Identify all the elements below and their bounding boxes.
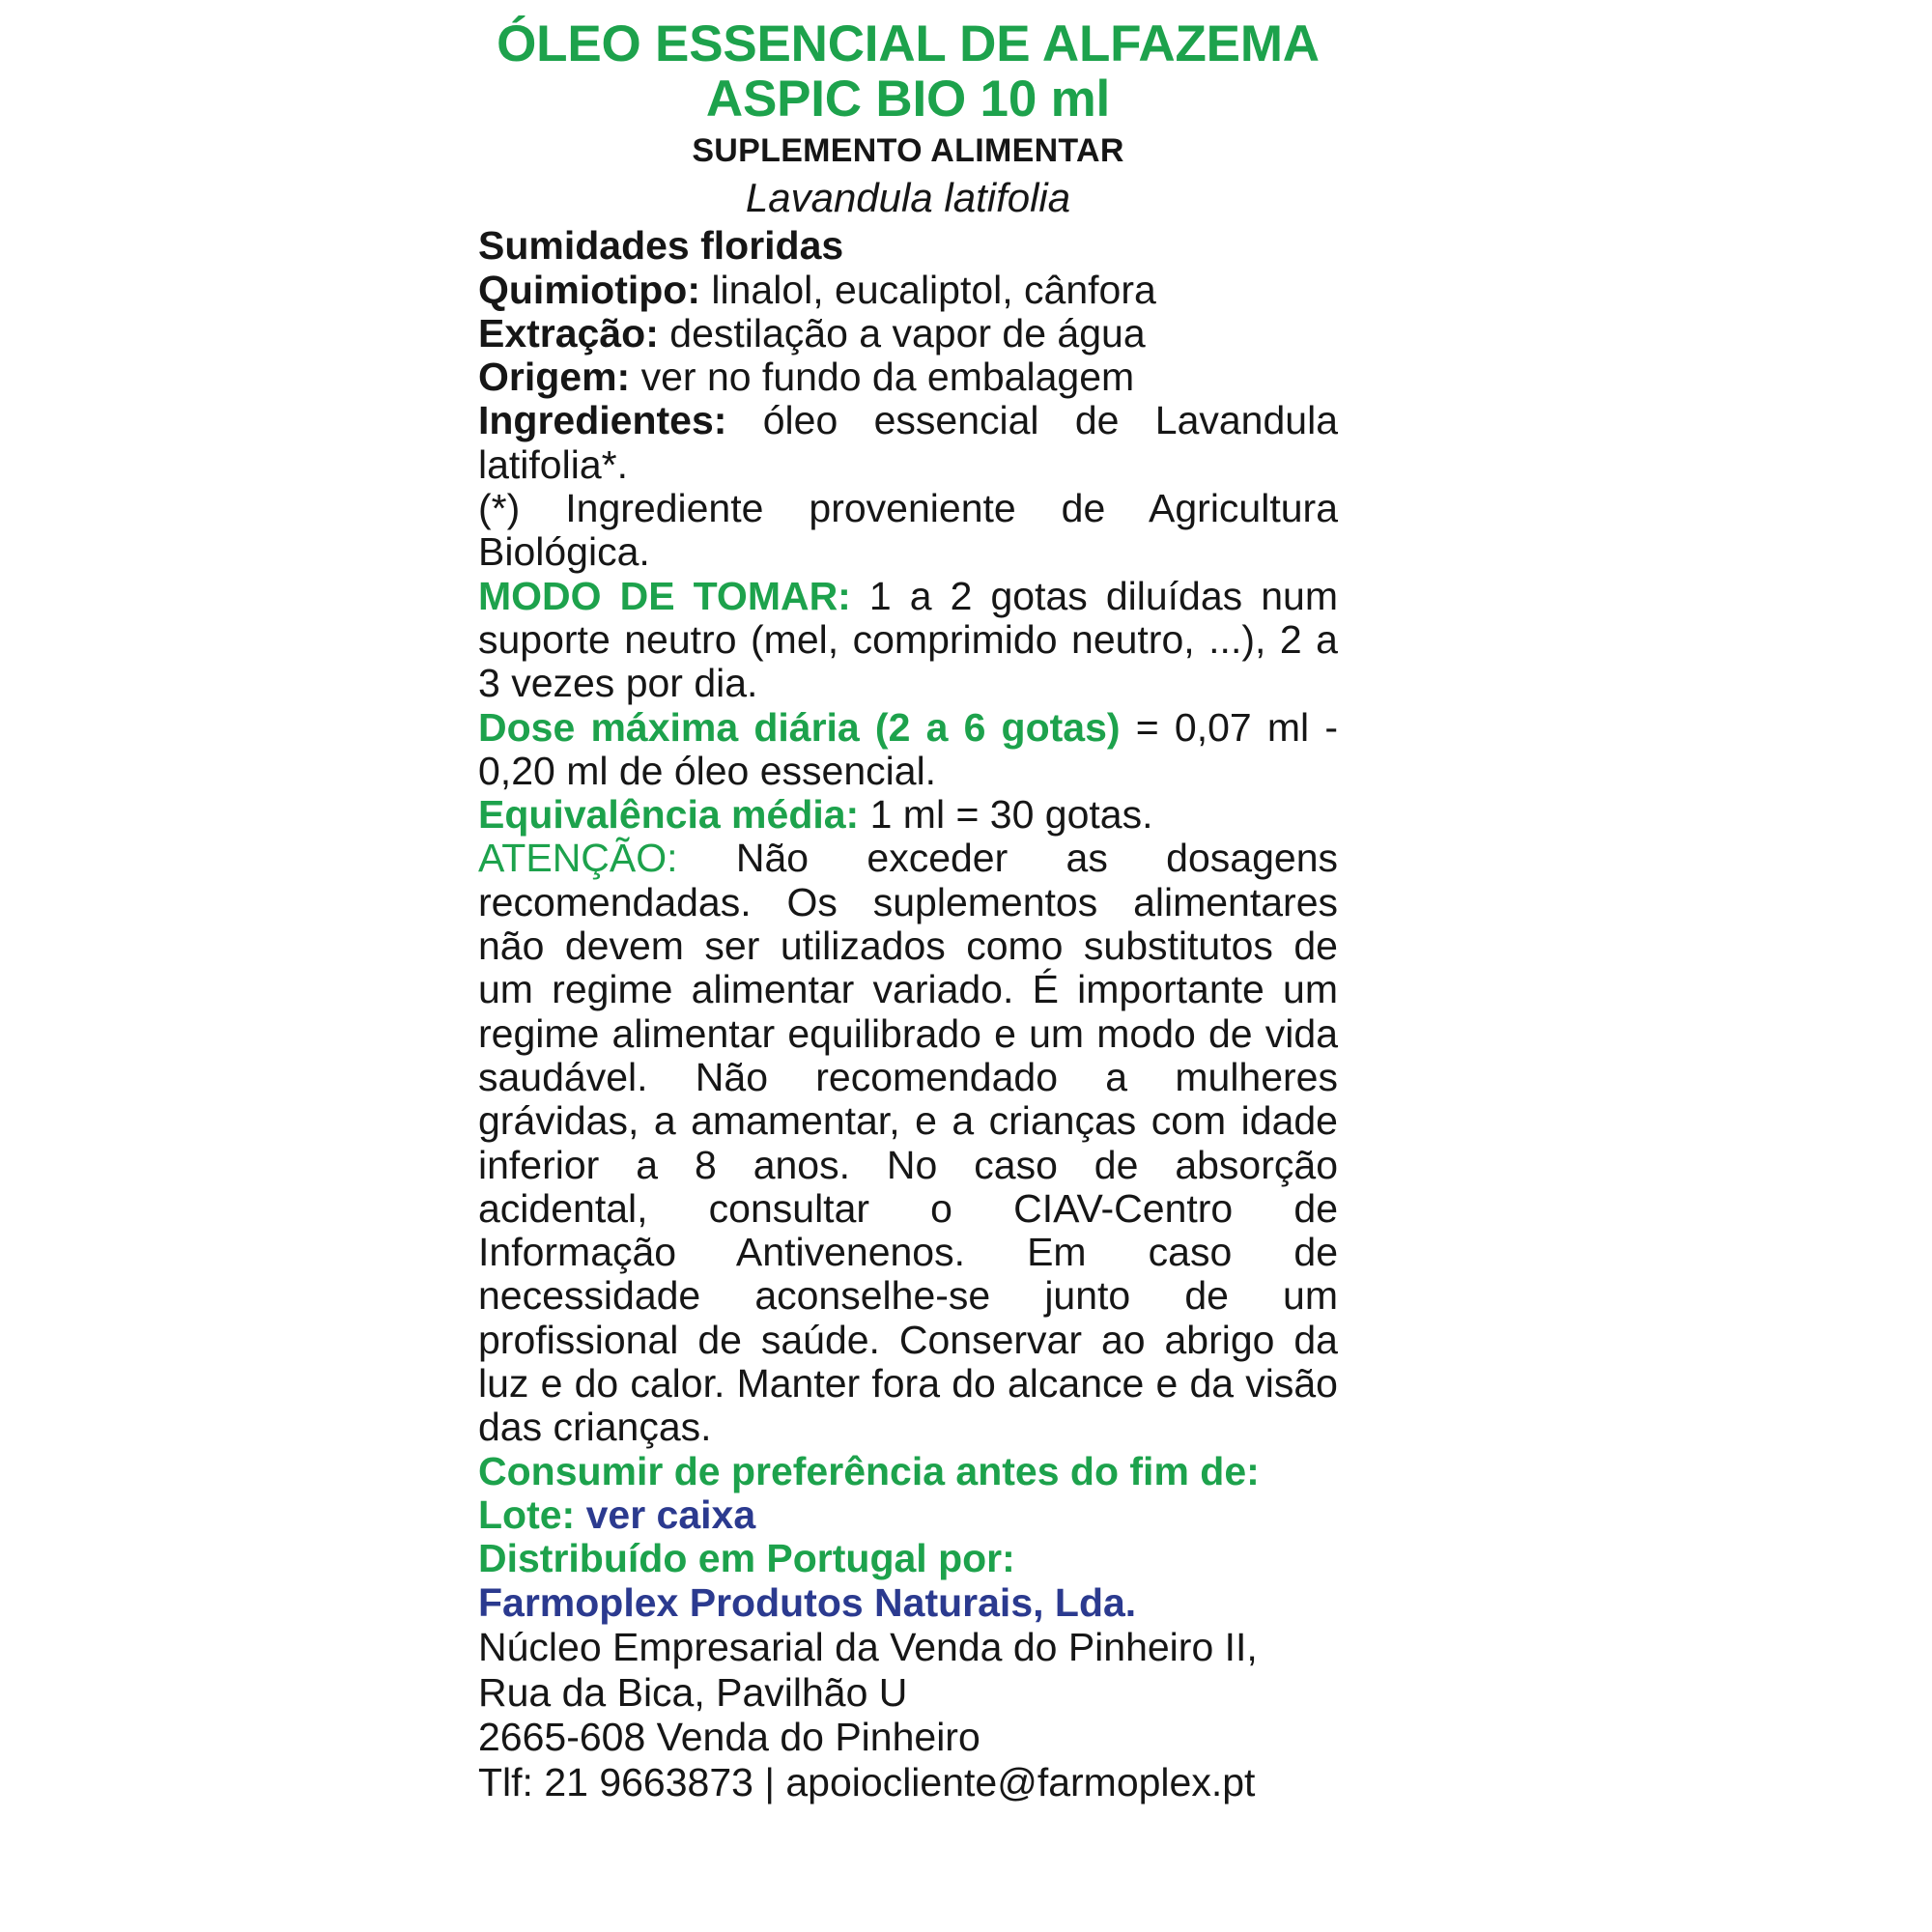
product-title-line-2: ASPIC BIO 10 ml bbox=[705, 70, 1111, 128]
specification-list bbox=[478, 224, 1338, 399]
average-equivalence bbox=[478, 793, 1338, 837]
warning-text: Não exceder as dosagens recomendadas. Os suplementos alimentares não devem ser utilizados como substitutos de um regime alimentar variado. É importante um regime alimentar equilibrado e um modo de vida saudável. Não recomendado a mulheres grávidas, a amamentar, e a crianças com idade inferior a 8 anos. No caso de absorção acidental, consultar o CIAV-Centro de Informação Antivenenos. Em caso de necessidade aconselhe-se junto de um profissional de saúde. Conservar ao abrigo da luz e do calor. Manter fora do alcance e da visão das crianças. bbox=[478, 836, 1338, 1450]
best-before-heading bbox=[478, 1450, 1338, 1493]
address-line-3: 2665-608 Venda do Pinheiro bbox=[478, 1715, 980, 1760]
spec-value: linalol, eucaliptol, cânfora bbox=[700, 267, 1156, 312]
distributor-address bbox=[478, 1625, 1338, 1805]
spec-row-origin bbox=[478, 355, 1338, 399]
equivalence-heading: Equivalência média: bbox=[478, 792, 860, 838]
address-line-1: Núcleo Empresarial da Venda do Pinheiro II, bbox=[478, 1624, 1258, 1669]
organic-footnote bbox=[478, 487, 1338, 575]
product-label bbox=[478, 17, 1338, 1805]
batch-value: ver caixa bbox=[575, 1492, 756, 1537]
ingredients-label: Ingredientes: bbox=[478, 398, 727, 443]
organic-footnote-text: (*) Ingrediente proveniente de Agricultura Biológica. bbox=[478, 486, 1338, 575]
max-dose-text: = 0,07 ml - 0,20 ml de óleo essencial. bbox=[478, 704, 1338, 793]
spec-label: Quimiotipo: bbox=[478, 267, 701, 312]
warning-heading: ATENÇÃO: bbox=[478, 836, 678, 881]
address-line-2: Rua da Bica, Pavilhão U bbox=[478, 1669, 908, 1715]
batch-label: Lote: bbox=[478, 1492, 576, 1537]
usage-text: 1 a 2 gotas diluídas num suporte neutro (mel, comprimido neutro, ...), 2 a 3 vezes por dia. bbox=[478, 573, 1338, 706]
max-daily-dose bbox=[478, 706, 1338, 794]
spec-row-extraction bbox=[478, 312, 1338, 355]
contact-line: Tlf: 21 9663873 | apoiocliente@farmoplex.pt bbox=[478, 1760, 1256, 1804]
botanical-name: Lavandula latifolia bbox=[745, 174, 1071, 220]
distributor-company bbox=[478, 1581, 1338, 1625]
spec-label: Extração: bbox=[478, 310, 659, 355]
ingredients-value: óleo essencial de Lavandula latifolia*. bbox=[478, 398, 1338, 487]
usage-heading: MODO DE TOMAR: bbox=[478, 573, 851, 618]
usage-instructions bbox=[478, 575, 1338, 706]
spec-label: Origem: bbox=[478, 355, 631, 400]
warning-paragraph bbox=[478, 837, 1338, 1449]
ingredients-paragraph bbox=[478, 399, 1338, 487]
spec-row-chemotype bbox=[478, 269, 1338, 312]
product-title-line-1: ÓLEO ESSENCIAL DE ALFAZEMA bbox=[497, 15, 1320, 72]
distributor-company-name: Farmoplex Produtos Naturais, Lda. bbox=[478, 1579, 1137, 1625]
spec-value: destilação a vapor de água bbox=[658, 310, 1146, 355]
spec-row-plant-part bbox=[478, 224, 1338, 268]
distributor-heading bbox=[478, 1537, 1338, 1580]
batch-row bbox=[478, 1493, 1338, 1537]
best-before-label: Consumir de preferência antes do fim de: bbox=[478, 1448, 1260, 1493]
equivalence-text: 1 ml = 30 gotas. bbox=[859, 792, 1153, 838]
label-header bbox=[478, 17, 1338, 222]
max-dose-heading: Dose máxima diária (2 a 6 gotas) bbox=[478, 704, 1121, 750]
product-subtitle: SUPLEMENTO ALIMENTAR bbox=[692, 132, 1124, 170]
spec-label: Sumidades floridas bbox=[478, 223, 844, 269]
distributor-label: Distribuído em Portugal por: bbox=[478, 1536, 1015, 1581]
spec-value: ver no fundo da embalagem bbox=[630, 355, 1135, 400]
